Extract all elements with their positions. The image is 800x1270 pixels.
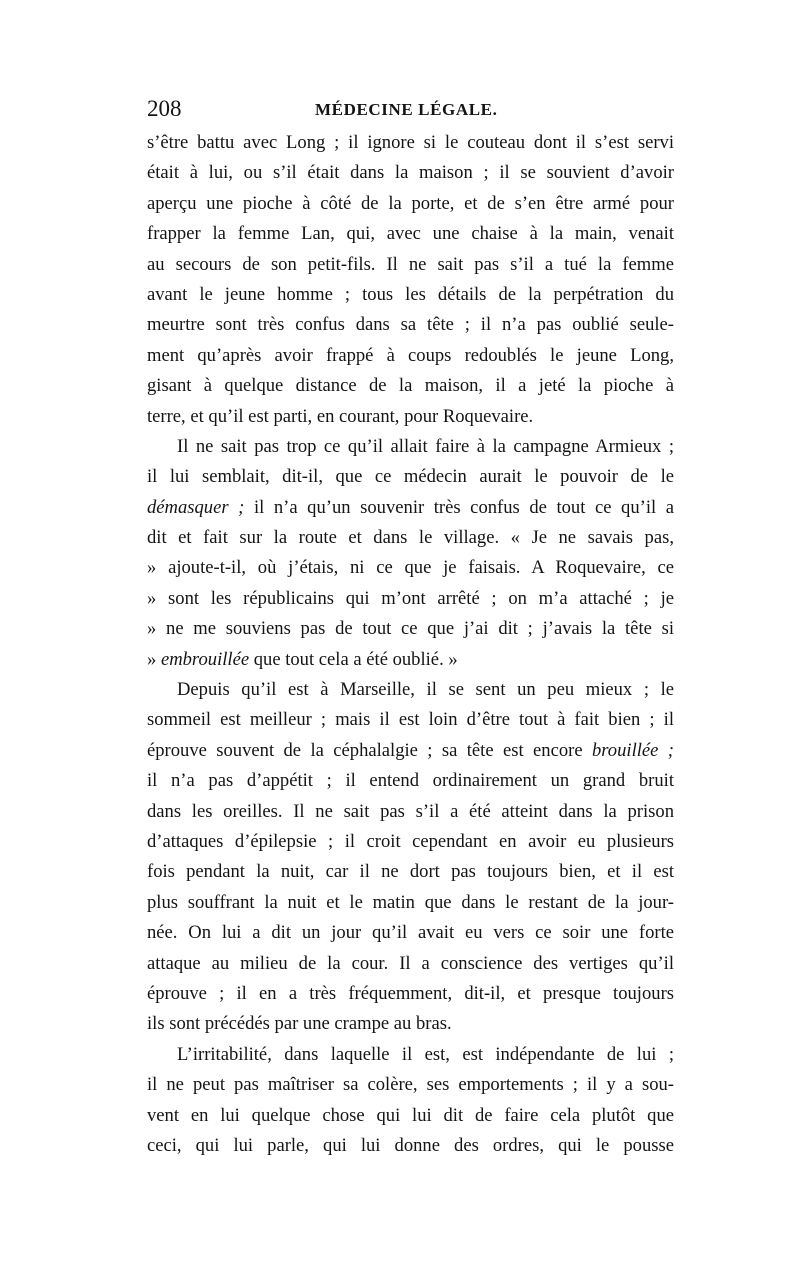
paragraph-4 [147,1040,674,1162]
text-line [147,645,674,675]
text-line: ceci, qui lui parle, qui lui donne des ordres, qui le pousse [147,1134,674,1156]
text-line: d’attaques d’épilepsie ; il croit cependant en avoir eu plusieurs [147,830,674,852]
text-line: Depuis qu’il est à Marseille, il se sent un peu mieux ; le [177,679,674,701]
paragraph-2 [147,432,674,675]
text-line: vent en lui quelque chose qui lui dit de faire cela plutôt que [147,1104,674,1126]
page-number: 208 [147,96,182,121]
italic-word: embrouillée [160,648,250,670]
text-line: dans les oreilles. Il ne sait pas s’il a été atteint dans la prison [147,800,674,822]
text-line: ils sont précédés par une crampe au bras. [147,1013,452,1035]
running-head [147,94,674,124]
text-segment: » [147,648,161,670]
paragraph-3 [147,675,674,1040]
text-line: plus souffrant la nuit et le matin que dans le restant de la jour- [147,891,674,913]
text-line: il ne peut pas maîtriser sa colère, ses emportements ; il y a sou- [147,1074,674,1096]
text-segment: que tout cela a été oublié. » [249,648,458,670]
text-line: meurtre sont très confus dans sa tête ; il n’a pas oublié seule- [147,314,674,336]
text-line: frapper la femme Lan, qui, avec une chaise à la main, venait [147,223,674,245]
text-line: dit et fait sur la route et dans le village. « Je ne savais pas, [147,527,674,549]
text-line: avant le jeune homme ; tous les détails de la perpétration du [147,283,674,305]
text-line: s’être battu avec Long ; il ignore si le couteau dont il s’est servi [147,132,674,153]
text-line [147,736,674,766]
text-segment: il n’a qu’un souvenir très confus de tout ce qu’il a [244,496,675,518]
text-line: était à lui, ou s’il était dans la maison ; il se souvient d’avoir [147,162,674,184]
text-line: gisant à quelque distance de la maison, il a jeté la pioche à [147,375,674,397]
text-line: aperçu une pioche à côté de la porte, et de s’en être armé pour [147,192,674,214]
text-line: L’irritabilité, dans laquelle il est, est indépendante de lui ; [177,1043,674,1065]
text-line: attaque au milieu de la cour. Il a conscience des vertiges qu’il [147,952,674,974]
text-line: il n’a pas d’appétit ; il entend ordinairement un grand bruit [147,770,674,792]
text-line: fois pendant la nuit, car il ne dort pas toujours bien, et il est [147,861,674,883]
text-line: terre, et qu’il est parti, en courant, pour Roquevaire. [147,405,534,427]
paragraph-1 [147,128,674,432]
running-title: MÉDECINE LÉGALE. [315,100,498,119]
text-line [147,493,674,523]
text-line: éprouve ; il en a très fréquemment, dit-il, et presque toujours [147,982,674,1004]
text-line: au secours de son petit-fils. Il ne sait pas s’il a tué la femme [147,253,674,275]
text-segment: éprouve souvent de la céphalalgie ; sa tête est encore [147,739,592,761]
text-line: ment qu’après avoir frappé à coups redoublés le jeune Long, [147,344,674,366]
text-line: née. On lui a dit un jour qu’il avait eu vers ce soir une forte [147,922,674,944]
text-line: il lui semblait, dit-il, que ce médecin aurait le pouvoir de le [147,466,674,488]
text-line: Il ne sait pas trop ce qu’il allait faire à la campagne Armieux ; [177,435,674,457]
text-line: » ajoute-t-il, où j’étais, ni ce que je faisais. A Roquevaire, ce [147,557,674,579]
text-line: sommeil est meilleur ; mais il est loin d’être tout à fait bien ; il [147,709,674,731]
italic-word: démasquer ; [147,496,245,518]
text-line: » sont les républicains qui m’ont arrêté ; on m’a attaché ; je [147,587,674,609]
body-text [147,128,674,1161]
italic-word: brouillée ; [591,739,674,761]
text-line: » ne me souviens pas de tout ce que j’ai dit ; j’avais la tête si [147,618,674,640]
